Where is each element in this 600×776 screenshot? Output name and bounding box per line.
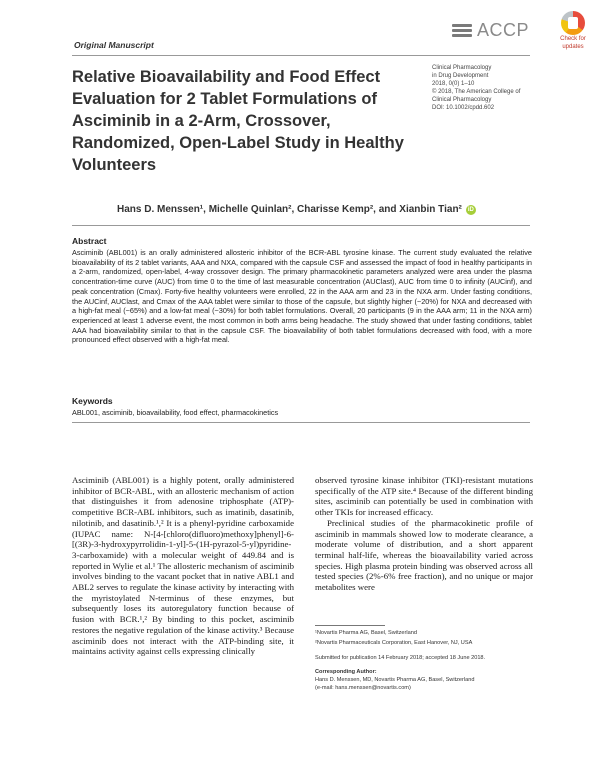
check-for-updates-line-1: Check for <box>560 36 586 42</box>
body-column-left <box>72 475 294 657</box>
section-label: Original Manuscript <box>74 40 154 50</box>
article-title: Relative Bioavailability and Food Effect Evaluation for 2 Tablet Formulations of Asciminib in a 2-Arm, Crossover, Randomized, Open-Label Study in Healthy Volunteers <box>72 68 404 174</box>
corresponding-author-line: Hans D. Menssen, MD, Novartis Pharma AG, Basel, Switzerland <box>315 677 475 683</box>
affiliation: ²Novartis Pharmaceuticals Corporation, East Hanover, NJ, USA <box>315 640 473 646</box>
journal-line: © 2018, The American College of <box>432 89 521 95</box>
authors-text: Hans D. Menssen¹, Michelle Quinlan², Charisse Kemp², and Xianbin Tian² <box>117 204 462 215</box>
publisher-logo-text: ACCP <box>477 20 530 40</box>
abstract-text: Asciminib (ABL001) is an orally administered allosteric inhibitor of the BCR-ABL tyrosine kinase. The current study evaluated the relative bioavailability of its 2 tablet variants, AAA and NXA, compared with the capsule CSF and assessed the impact of food in healthy participants in a 2-arm, randomized, open-label, 4-way crossover design. The primary pharmacokinetic parameters analyzed were area under the plasma concentration-time curve (AUC) from time 0 to the time of last measurable concentration (AUClast), AUC from time 0 to infinity (AUCinf), and peak concentration (Cmax). Forty-five healthy volunteers were enrolled, 22 in the AAA arm and 23 in the NXA arm. Under fasting conditions, the AUCinf, AUClast, and Cmax of the AAA tablet were similar to those of the capsule, but slightly higher (~20%) for NXA and decreased with a high-fat meal (~65%) and a low-fat meal (~30%) for both tablet formulations. Overall, 20 participants (9 in the AAA arm; 11 in the NXA arm) experienced at least 1 adverse event, the most common in both arms being headache. The study showed that under fasting conditions, tablet AAA had bioavailability similar to that in the capsule CSF. The bioavailability of both tablet formulations decreased with food, with a more pronounced effect observed with a high-fat meal. <box>72 248 532 345</box>
body-paragraph: Asciminib (ABL001) is a highly potent, orally administered inhibitor of BCR-ABL, with an allosteric mechanism of action that distinguishes it from adenosine triphosphate (ATP)-competitive BCR-ABL inhibitors, such as imatinib, dasatinib, nilotinib, and dasatinib.¹,² It is a phenyl-pyridine carboxamide (IUPAC name: N-[4-[chloro(difluoro)methoxy]phenyl]-6-[(3R)-3-hydroxypyrrolidin-1-yl]-5-(1H-pyrazol-5-yl)pyridine-3-carboxamide) with a molecular weight of 449.84 and is reported in Wylie et al.¹ The allosteric mechanism of asciminib involves binding to the vacant pocket that in native ABL1 and ABL2 serves to regulate the kinase activity by interacting with the myristoylated N-terminus of these enzymes, but subsequently loses its autoregulatory function because of fusion with BCR.¹,² By binding to this pocket, asciminib restores the negative regulation of the kinase activity.³ Because asciminib does not interact with the ATP-binding site, it maintains activity against cells expressing clinically <box>72 475 294 657</box>
accp-logo-icon <box>452 23 472 39</box>
author-list <box>117 204 476 215</box>
journal-line: 2018, 0(0) 1–10 <box>432 81 475 87</box>
journal-line: Clinical Pharmacology <box>432 97 492 103</box>
keywords-heading: Keywords <box>72 396 113 406</box>
abstract-heading: Abstract <box>72 236 107 246</box>
body-paragraph: Preclinical studies of the pharmacokinetic profile of asciminib in mammals showed low to moderate clearance, a moderate volume of distribution, and a short apparent terminal half-life, whereas the bioavailability varied across species. High plasma protein binding was observed across all tested species (2%-6% free fraction), and no unique or major metabolites were <box>315 517 533 593</box>
publisher-logo <box>452 20 529 41</box>
doi-link[interactable]: DOI: 10.1002/cpdd.602 <box>432 105 495 111</box>
header-divider <box>72 55 530 56</box>
check-for-updates-badge[interactable] <box>555 11 591 51</box>
authors-divider <box>72 225 530 226</box>
body-paragraph: observed tyrosine kinase inhibitor (TKI)-resistant mutations specifically of the ATP site.⁴ Because of the different binding sites, asciminib can potentially be used in combination with other TKIs for increased efficacy. <box>315 475 533 518</box>
keywords-text: ABL001, asciminib, bioavailability, food effect, pharmacokinetics <box>72 408 279 417</box>
journal-line: Clinical Pharmacology <box>432 65 492 71</box>
corresponding-author-heading: Corresponding Author: <box>315 669 377 675</box>
corresponding-author-email[interactable]: (e-mail: hans.menssen@novartis.com) <box>315 685 411 691</box>
journal-info <box>432 64 552 112</box>
submission-dates: Submitted for publication 14 February 2018; accepted 18 June 2018. <box>315 655 486 661</box>
check-for-updates-line-2: updates <box>562 44 584 50</box>
body-column-right <box>315 475 533 593</box>
bookmark-icon <box>561 11 585 35</box>
orcid-icon[interactable]: iD <box>467 206 474 213</box>
keywords-divider <box>72 422 530 423</box>
footnote-divider <box>315 625 385 626</box>
journal-line: in Drug Development <box>432 73 489 79</box>
affiliation: ¹Novartis Pharma AG, Basel, Switzerland <box>315 630 417 636</box>
